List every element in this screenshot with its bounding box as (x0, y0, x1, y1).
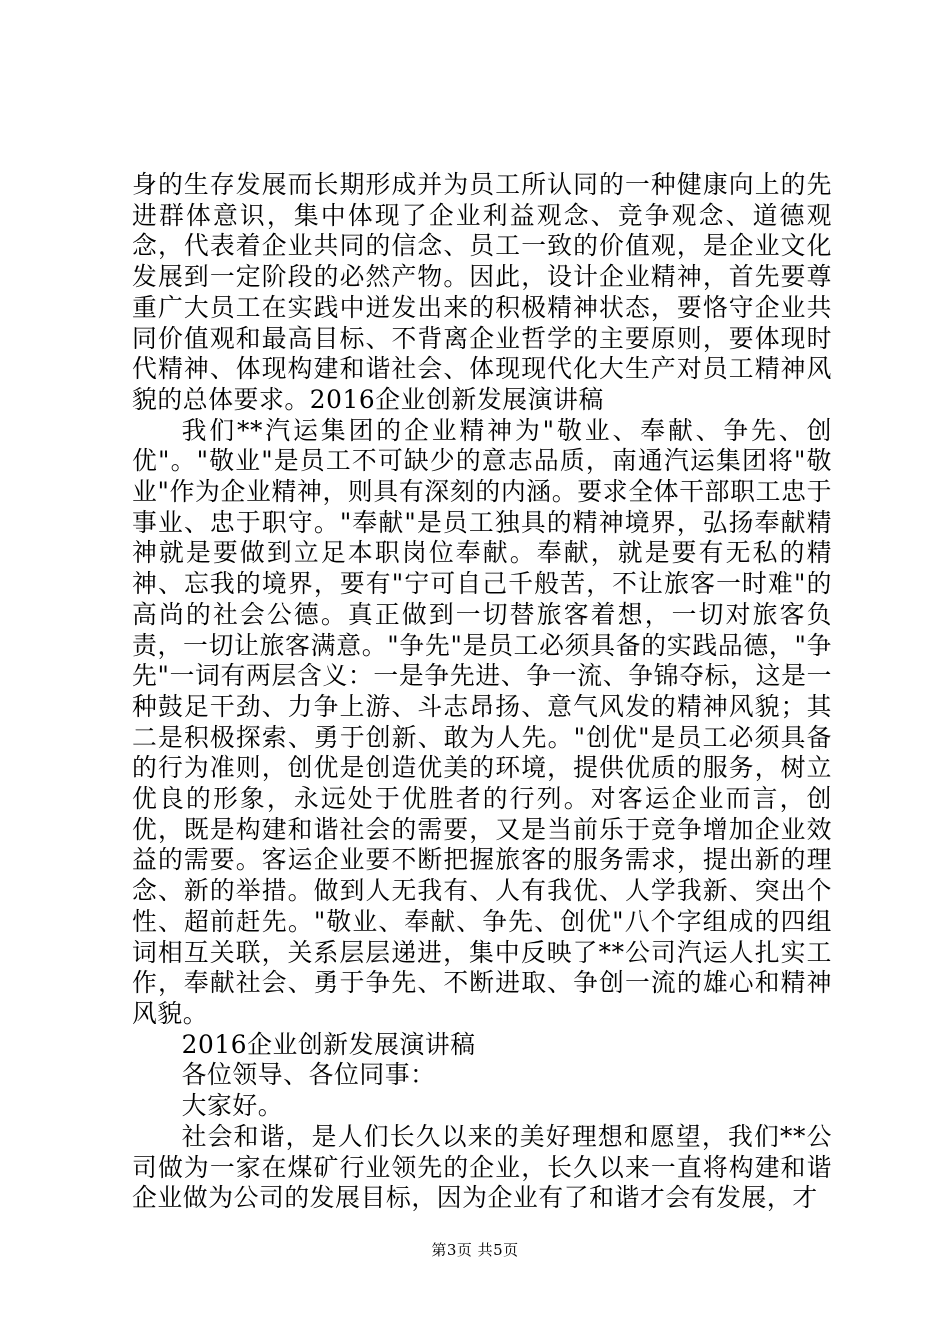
page-number-footer: 第3页 共5页 (431, 1241, 519, 1259)
paragraph-enterprise-spirit: 我们**汽运集团的企业精神为"敬业、奉献、争先、创优"。"敬业"是员工不可缺少的意志品质，南通汽运集团将"敬业"作为企业精神，则具有深刻的内涵。要求全体干部职工忠于事业、忠于职守。"奉献"是员工独具的精神境界，弘扬奉献精神就是要做到立足本职岗位奉献。奉献，就是要有无私的精神、忘我的境界，要有"宁可自己千般苦，不让旅客一时难"的高尚的社会公德。真正做到一切替旅客着想，一切对旅客负责，一切让旅客满意。"争先"是员工必须具备的实践品德，"争先"一词有两层含义：一是争先进、争一流、争锦夺标，这是一种鼓足干劲、力争上游、斗志昂扬、意气风发的精神风貌；其二是积极探索、勇于创新、敢为人先。"创优"是员工必须具备的行为准则，创优是创造优美的环境，提供优质的服务，树立优良的形象，永远处于优胜者的行列。对客运企业而言，创优，既是构建和谐社会的需要，又是当前乐于竞争增加企业效益的需要。客运企业要不断把握旅客的服务需求，提出新的理念、新的举措。做到人无我有、人有我优、人学我新、突出个性、超前赶先。"敬业、奉献、争先、创优"八个字组成的四组词相互关联，关系层层递进，集中反映了**公司汽运人扎实工作，奉献社会、勇于争先、不断进取、争创一流的雄心和精神风貌。 (132, 415, 832, 1028)
speech-title: 2016企业创新发展演讲稿 (181, 1029, 476, 1059)
paragraph-continuation: 身的生存发展而长期形成并为员工所认同的一种健康向上的先进群体意识，集中体现了企业利益观念、竞争观念、道德观念，代表着企业共同的信念、员工一致的价值观，是企业文化发展到一定阶段的必然产物。因此，设计企业精神，首先要尊重广大员工在实践中迸发出来的积极精神状态，要恪守企业共同价值观和最高目标、不背离企业哲学的主要原则，要体现时代精神、体现构建和谐社会、体现现代化大生产对员工精神风貌的总体要求。2016企业创新发展演讲稿 (132, 170, 832, 414)
greeting: 大家好。 (181, 1091, 284, 1121)
document-body (132, 170, 832, 1214)
paragraph-social-harmony: 社会和谐，是人们长久以来的美好理想和愿望，我们**公司做为一家在煤矿行业领先的企业，长久以来一直将构建和谐企业做为公司的发展目标，因为企业有了和谐才会有发展，才 (132, 1121, 832, 1213)
salutation: 各位领导、各位同事： (181, 1060, 436, 1090)
